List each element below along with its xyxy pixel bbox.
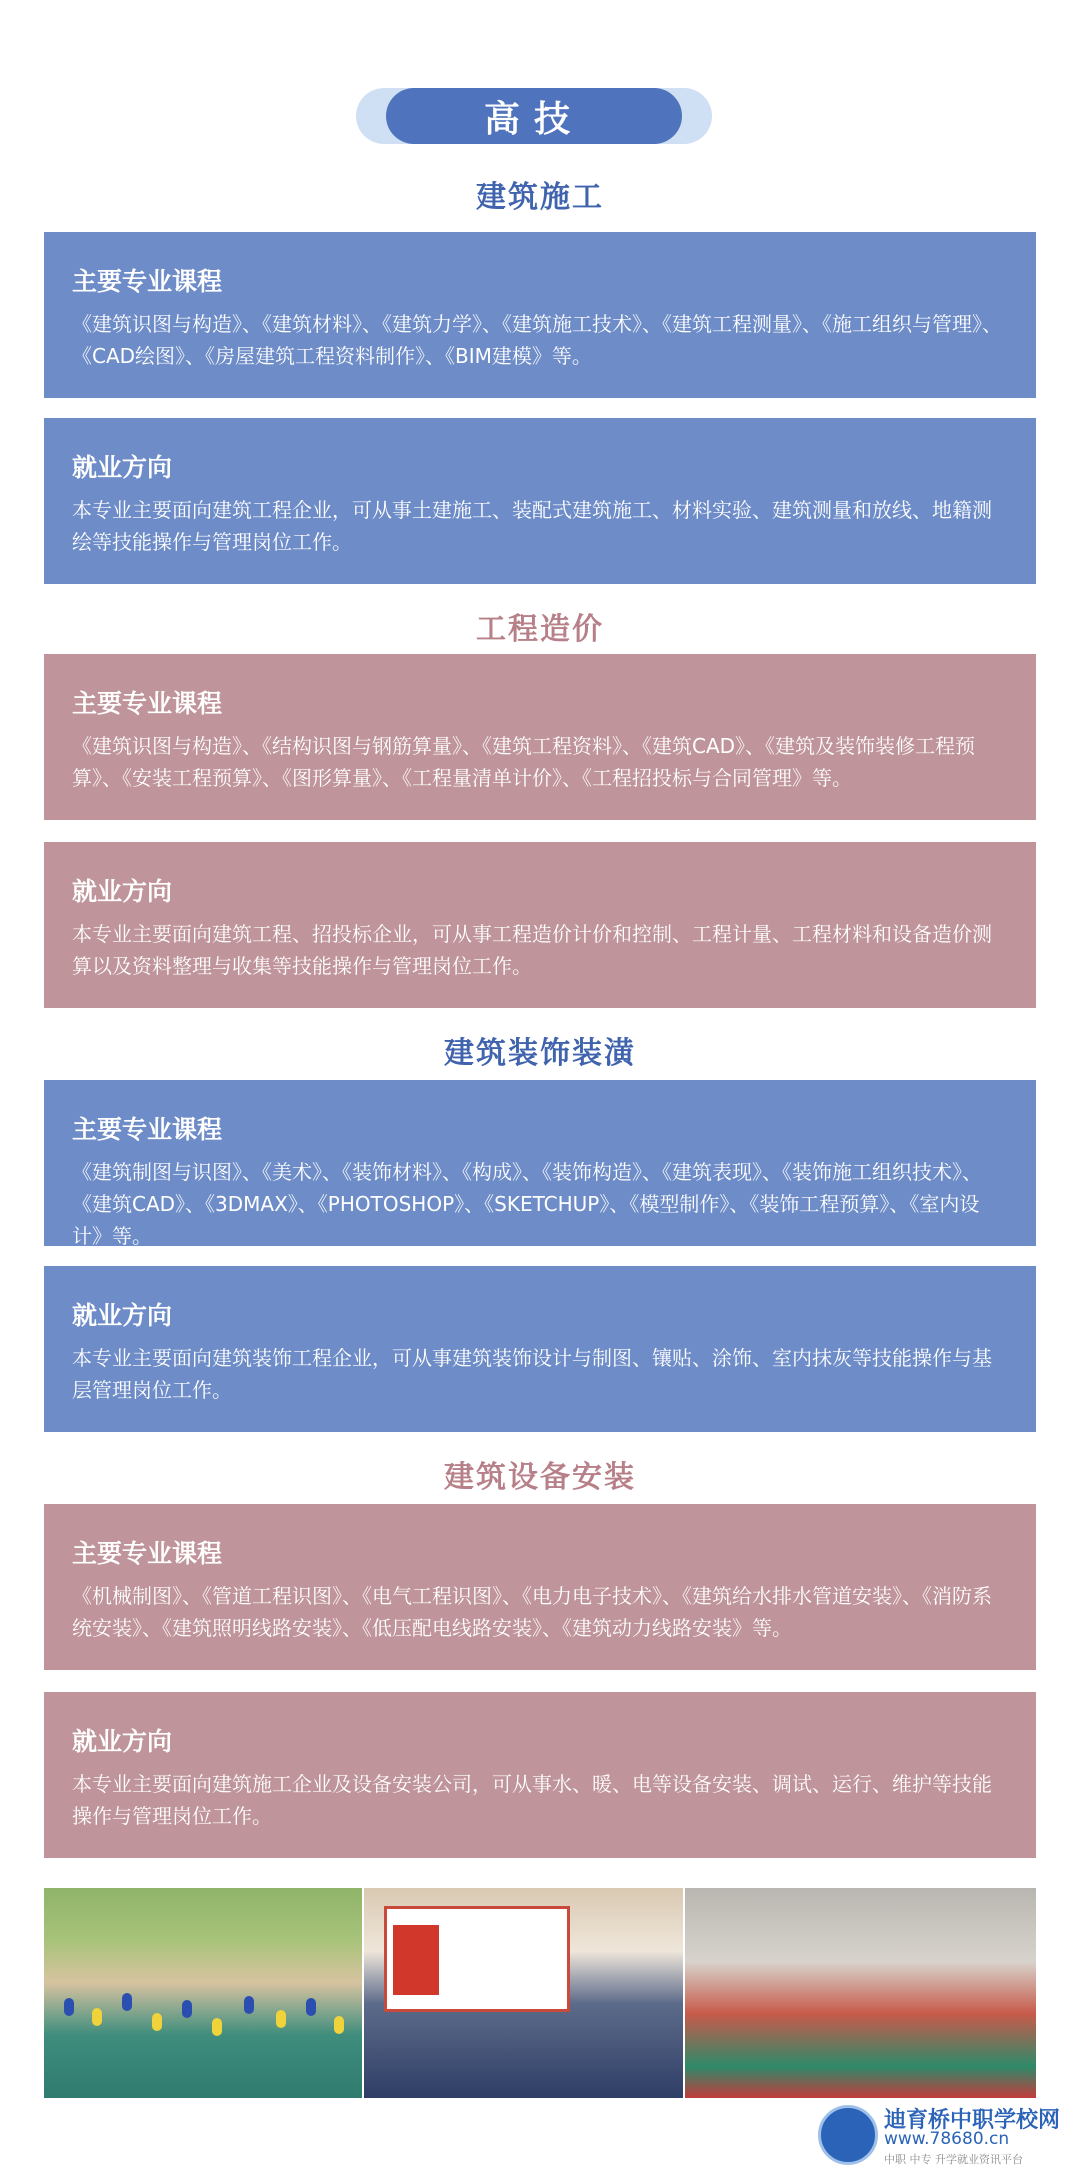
course-card-equipment [44,1504,1036,1670]
career-heading: 就业方向 [72,877,173,906]
course-list: 《机械制图》、《管道工程识图》、《电气工程识图》、《电力电子技术》、《建筑给水排水管道安装》、《消防系统安装》、《建筑照明线路安装》、《低压配电线路安装》、《建筑动力线路安装》等。 [72,1584,992,1640]
site-watermark [818,2099,1068,2169]
school-logo-icon [818,2105,878,2165]
watermark-url: www.78680.cn [884,2129,1010,2149]
career-text: 本专业主要面向建筑工程企业，可从事土建施工、装配式建筑施工、材料实验、建筑测量和放线、地籍测绘等技能操作与管理岗位工作。 [72,498,992,554]
course-list: 《建筑识图与构造》、《结构识图与钢筋算量》、《建筑工程资料》、《建筑CAD》、《建筑及装饰装修工程预算》、《安装工程预算》、《图形算量》、《工程量清单计价》、《工程招投标与合同管理》等。 [72,734,976,790]
course-heading: 主要专业课程 [72,267,223,296]
career-text: 本专业主要面向建筑施工企业及设备安装公司，可从事水、暖、电等设备安装、调试、运行、维护等技能操作与管理岗位工作。 [72,1772,992,1828]
photo-cheerleading [44,1888,362,2098]
photo-basketball [685,1888,1036,2098]
watermark-name: 迪育桥中职学校网 [884,2108,1061,2133]
watermark-tagline: 中职 中专 升学就业资讯平台 [884,2153,1023,2166]
course-heading: 主要专业课程 [72,689,223,718]
section-title-decoration: 建筑装饰装潢 [444,1036,636,1071]
photo-lecture-hall [364,1888,683,2098]
section-title-equipment: 建筑设备安装 [444,1460,636,1495]
course-heading: 主要专业课程 [72,1539,223,1568]
career-heading: 就业方向 [72,453,173,482]
course-list: 《建筑识图与构造》、《建筑材料》、《建筑力学》、《建筑施工技术》、《建筑工程测量》、《施工组织与管理》、《CAD绘图》、《房屋建筑工程资料制作》、《BIM建模》等。 [72,312,1002,368]
course-heading: 主要专业课程 [72,1115,223,1144]
projector-screen [384,1906,570,2012]
course-card-decoration [44,1080,1036,1246]
section-title-construction: 建筑施工 [476,180,604,215]
career-card-decoration [44,1266,1036,1432]
section-title-cost: 工程造价 [476,612,604,647]
career-heading: 就业方向 [72,1727,173,1756]
photo-strip [44,1888,1036,2098]
career-text: 本专业主要面向建筑装饰工程企业，可从事建筑装饰设计与制图、镶贴、涂饰、室内抹灰等技能操作与基层管理岗位工作。 [72,1346,992,1402]
career-heading: 就业方向 [72,1301,173,1330]
title-badge: 高技 [386,88,682,144]
career-text: 本专业主要面向建筑工程、招投标企业，可从事工程造价计价和控制、工程计量、工程材料和设备造价测算以及资料整理与收集等技能操作与管理岗位工作。 [72,922,992,978]
career-card-cost [44,842,1036,1008]
course-list: 《建筑制图与识图》、《美术》、《装饰材料》、《构成》、《装饰构造》、《建筑表现》、《装饰施工组织技术》、《建筑CAD》、《3DMAX》、《PHOTOSHOP》、《SKETCHUP》、《模型制作》、《装饰工程预算》、《室内设计》等。 [72,1160,982,1248]
course-card-cost [44,654,1036,820]
career-card-equipment [44,1692,1036,1858]
career-card-construction [44,418,1036,584]
course-card-construction [44,232,1036,398]
